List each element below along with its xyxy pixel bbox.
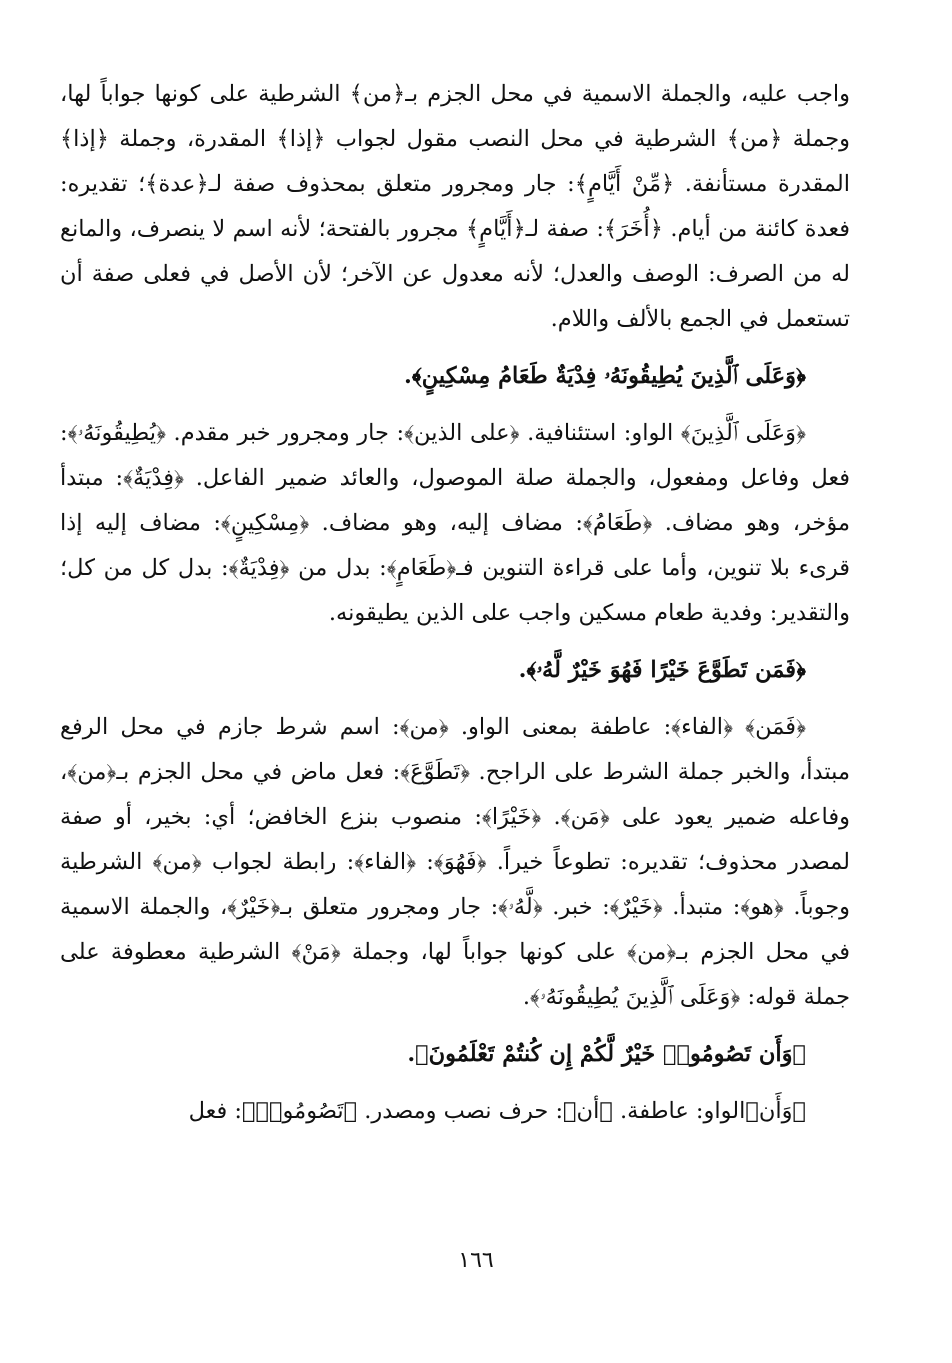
verse-2: ﴿فَمَن تَطَوَّعَ خَيْرًا فَهُوَ خَيْرٌ لَّهُۥ﴾. — [518, 657, 806, 683]
page-number: ١٦٦ — [458, 1248, 494, 1273]
paragraph-1: واجب عليه، والجملة الاسمية في محل الجزم بـ﴿من﴾ الشرطية على كونها جواباً لها، وجملة ﴿من﴾ الشرطية في محل النصب مقول لجواب ﴿إذا﴾ المقدرة، وجملة ﴿إذا﴾ المقدرة مستأنفة. ﴿مِّنْ أَيَّامٍ﴾: جار ومجرور متعلق بمحذوف صفة لـ﴿عدة﴾؛ تقديره: فعدة كائنة من أيام. ﴿أُخَرَ﴾: صفة لـ﴿أَيَّامٍ﴾ مجرور بالفتحة؛ لأنه اسم لا ينصرف، والمانع له من الصرف: الوصف والعدل؛ لأنه معدول عن الآخر؛ لأن الأصل في فعلى صفة أن تستعمل في الجمع بالألف واللام. — [60, 81, 850, 332]
paragraph-2: ﴿وَعَلَى ٱلَّذِينَ﴾ الواو: استئنافية. ﴿على الذين﴾: جار ومجرور خبر مقدم. ﴿يُطِيقُونَهُۥ﴾: فعل وفاعل ومفعول، والجملة صلة الموصول، والعائد ضمير الفاعل. ﴿فِدْيَةٌ﴾: مبتدأ مؤخر، وهو مضاف. ﴿طَعَامُ﴾: مضاف إليه، وهو مضاف. ﴿مِسْكِينٍ﴾: مضاف إليه إذا قرىء بلا تنوين، وأما على قراءة التنوين فـ﴿طَعَامٍ﴾: بدل من ﴿فِدْيَةٌ﴾: بدل كل من كل؛ والتقدير: وفدية طعام مسكين واجب على الذين يطيقونه. — [60, 420, 850, 626]
paragraph-4: ﴿وَأَن﴾الواو: عاطفة. ﴿أن﴾: حرف نصب ومصدر. ﴿تَصُومُوا۟﴾: فعل — [188, 1098, 806, 1124]
paragraph-3: ﴿فَمَن﴾ ﴿الفاء﴾: عاطفة بمعنى الواو. ﴿من﴾: اسم شرط جازم في محل الرفع مبتدأ، والخبر جملة الشرط على الراجح. ﴿تَطَوَّعَ﴾: فعل ماض في محل الجزم بـ﴿من﴾، وفاعله ضمير يعود على ﴿مَن﴾. ﴿خَيْرًا﴾: منصوب بنزع الخافض؛ أي: بخير، أو صفة لمصدر محذوف؛ تقديره: تطوعاً خيراً. ﴿فَهُوَ﴾: ﴿الفاء﴾: رابطة لجواب ﴿من﴾ الشرطية وجوباً. ﴿هو﴾: متبدأ. ﴿خَيْرٌ﴾: خبر. ﴿لَّهُۥ﴾: جار ومجرور متعلق بـ﴿خَيْرٌ﴾، والجملة الاسمية في محل الجزم بـ﴿من﴾ على كونها جواباً لها، وجملة ﴿مَنْ﴾ الشرطية معطوفة على جملة قوله: ﴿وَعَلَى ٱلَّذِينَ يُطِيقُونَهُۥ﴾. — [60, 714, 850, 1010]
page-body — [60, 72, 850, 1134]
verse-1: ﴿وَعَلَى ٱلَّذِينَ يُطِيقُونَهُۥ فِدْيَةٌ طَعَامُ مِسْكِينٍ﴾. — [403, 363, 806, 389]
verse-3: ﴿وَأَن تَصُومُوا۟ خَيْرٌ لَّكُمْ إِن كُنتُمْ تَعْلَمُونَ﴾. — [407, 1041, 806, 1067]
